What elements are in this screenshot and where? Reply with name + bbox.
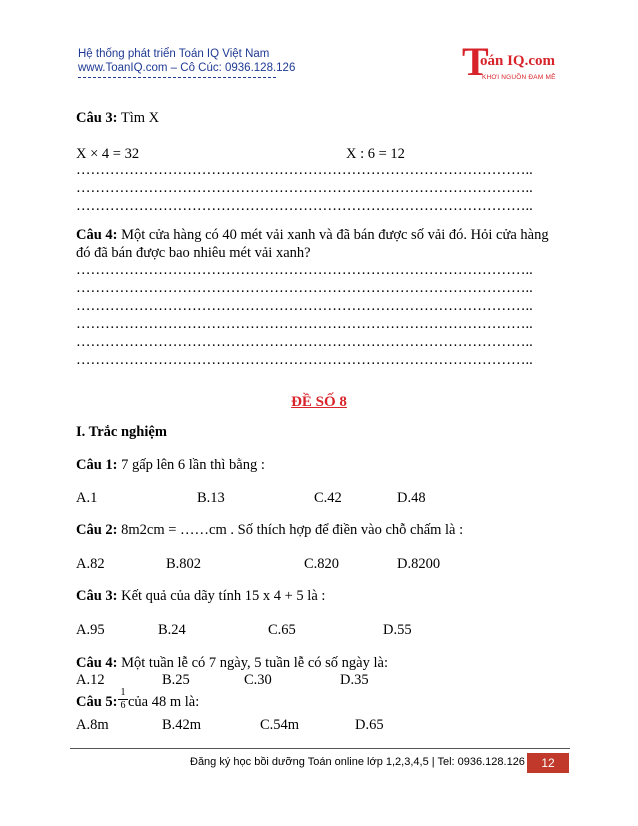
answer-line: ………………………………………………………………………………….. [76,162,533,178]
toaniq-logo [462,39,564,88]
question-label: Câu 5: [76,694,118,710]
option-c: C.65 [268,622,296,638]
option-b: B.25 [162,672,190,688]
equation-right: X : 6 = 12 [346,146,405,162]
option-b: B.24 [158,622,186,638]
question-heading [76,110,159,127]
header-title: Hệ thống phát triển Toán IQ Việt Nam [78,48,270,60]
answer-line: ………………………………………………………………………………….. [76,198,533,214]
footer-divider [70,748,570,749]
question-text: 7 gấp lên 6 lần thì bằng : [117,457,265,473]
question-text: 8m2cm = ……cm . Số thích hợp để điền vào chỗ chấm là : [117,522,464,538]
answer-line: ………………………………………………………………………………….. [76,316,533,332]
logo-letter: T [462,39,489,84]
header-divider [78,77,276,78]
option-a: A.12 [76,672,105,688]
question-heading [76,227,549,244]
option-a: A.8m [76,717,109,733]
question-label: Câu 4: [76,655,118,671]
question-label: Câu 3: [76,588,118,604]
answer-line: ………………………………………………………………………………….. [76,280,533,296]
option-d: D.8200 [397,556,441,572]
answer-line: ………………………………………………………………………………….. [76,352,533,368]
section-heading: I. Trắc nghiệm [76,424,167,440]
option-c: C.42 [314,490,342,506]
answer-line: ………………………………………………………………………………….. [76,298,533,314]
option-d: D.55 [383,622,412,638]
question-heading [76,588,325,605]
fraction-numerator: 1 [118,688,128,700]
option-c: C.30 [244,672,272,688]
answer-line: ………………………………………………………………………………….. [76,334,533,350]
question-label: Câu 3: [76,110,118,126]
fraction [118,688,128,711]
question-text-line2: đó đã bán được bao nhiêu mét vải xanh? [76,245,311,261]
option-b: B.802 [166,556,202,572]
question-label: Câu 2: [76,522,118,538]
question-text: Một cửa hàng có 40 mét vải xanh và đã bán được số vải đó. Hỏi cửa hàng [117,227,549,243]
question-text: Tìm X [117,110,160,126]
option-d: D.35 [340,672,369,688]
question-text: của 48 m là: [128,694,200,710]
page-number: 12 [527,753,569,773]
footer-text: Đăng ký học bồi dưỡng Toán online lớp 1,2,3,4,5 | Tel: 0936.128.126 [190,756,525,768]
option-d: D.65 [355,717,384,733]
question-heading [76,522,463,539]
fraction-denominator: 6 [120,700,126,711]
option-c: C.820 [304,556,340,572]
question-label: Câu 4: [76,227,118,243]
option-a: A.95 [76,622,105,638]
question-label: Câu 1: [76,457,118,473]
option-a: A.82 [76,556,105,572]
question-heading [76,655,388,672]
option-b: B.13 [197,490,225,506]
answer-line: ………………………………………………………………………………….. [76,180,533,196]
question-heading [76,457,265,474]
equation-left: X × 4 = 32 [76,146,140,162]
question-text: Kết quả của dãy tính 15 x 4 + 5 là : [117,588,326,604]
option-d: D.48 [397,490,426,506]
option-a: A.1 [76,490,98,506]
header-website: www.ToanIQ.com – Cô Cúc: 0936.128.126 [78,62,296,74]
exam-title: ĐỀ SỐ 8 [291,394,347,410]
option-b: B.42m [162,717,202,733]
answer-line: ………………………………………………………………………………….. [76,262,533,278]
option-c: C.54m [260,717,300,733]
question-text: Một tuần lễ có 7 ngày, 5 tuần lễ có số ngày là: [117,655,388,671]
logo-text: oán IQ.com [480,53,555,69]
logo-slogan: KHƠI NGUỒN ĐAM MÊ [482,74,556,81]
